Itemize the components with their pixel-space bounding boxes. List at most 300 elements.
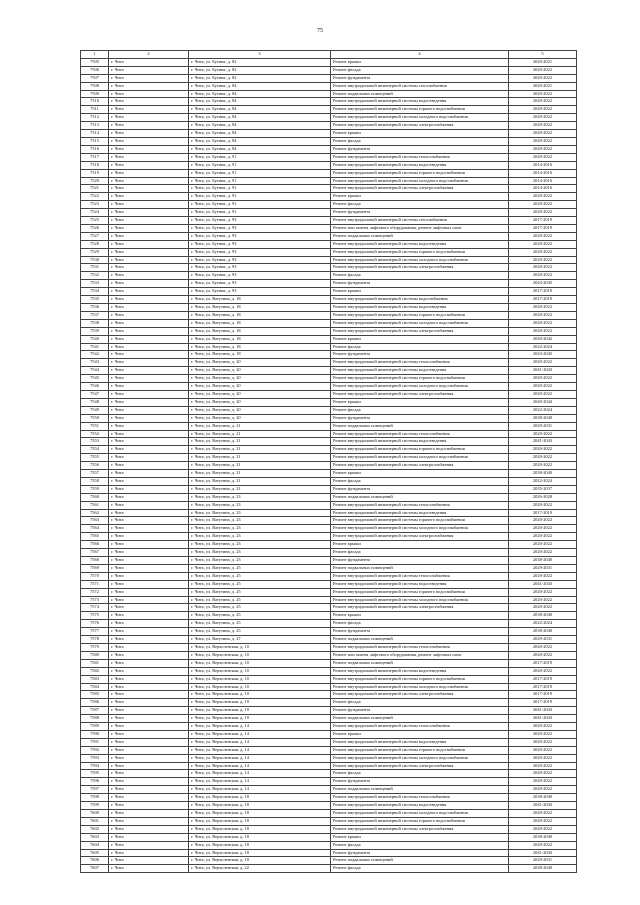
- work-type-cell: Ремонт внутридомовой инженерной системы холодного водоснабжения: [331, 177, 509, 185]
- address-cell: г. Чита, ул. Бутина, д. 93: [189, 272, 331, 280]
- period-cell: 2038-2040: [509, 470, 577, 478]
- row-number-cell: 7556: [81, 462, 109, 470]
- work-type-cell: Ремонт внутридомовой инженерной системы водоотведения: [331, 240, 509, 248]
- address-cell: г. Чита, ул. Ватутина, д. 18: [189, 335, 331, 343]
- work-type-cell: Ремонт фундамента: [331, 74, 509, 82]
- locality-cell: г. Чита: [109, 296, 189, 304]
- row-number-cell: 7540: [81, 335, 109, 343]
- period-cell: 2020-2022: [509, 533, 577, 541]
- locality-cell: г. Чита: [109, 675, 189, 683]
- locality-cell: г. Чита: [109, 477, 189, 485]
- locality-cell: г. Чита: [109, 485, 189, 493]
- period-cell: 2020-2022: [509, 738, 577, 746]
- row-number-cell: 7510: [81, 98, 109, 106]
- row-number-cell: 7557: [81, 470, 109, 478]
- work-type-cell: Ремонт внутридомовой инженерной системы водоотведения: [331, 580, 509, 588]
- header-cell: 2: [109, 51, 189, 59]
- locality-cell: г. Чита: [109, 304, 189, 312]
- period-cell: 2020-2022: [509, 596, 577, 604]
- work-type-cell: Ремонт внутридомовой инженерной системы горячего водоснабжения: [331, 446, 509, 454]
- address-cell: г. Чита, ул. Бутина, д. 84: [189, 106, 331, 114]
- table-row: [81, 422, 577, 430]
- table-row: [81, 549, 577, 557]
- period-cell: 2041-2043: [509, 367, 577, 375]
- address-cell: г. Чита, ул. Ватутина, д. 20: [189, 367, 331, 375]
- work-type-cell: Ремонт крыши: [331, 288, 509, 296]
- period-cell: 2035-2037: [509, 485, 577, 493]
- table-row: [81, 683, 577, 691]
- work-type-cell: Ремонт внутридомовой инженерной системы электроснабжения: [331, 390, 509, 398]
- work-type-cell: Ремонт внутридомовой инженерной системы электроснабжения: [331, 691, 509, 699]
- work-type-cell: Ремонт внутридомовой инженерной системы водоотведения: [331, 98, 509, 106]
- address-cell: г. Чита, ул. Верхоленская, д. 18: [189, 857, 331, 865]
- row-number-cell: 7553: [81, 438, 109, 446]
- table-row: [81, 169, 577, 177]
- period-cell: 2020-2022: [509, 153, 577, 161]
- work-type-cell: Ремонт внутридомовой инженерной системы водоотведения: [331, 161, 509, 169]
- row-number-cell: 7514: [81, 130, 109, 138]
- work-type-cell: Ремонт фасада: [331, 272, 509, 280]
- locality-cell: г. Чита: [109, 667, 189, 675]
- table-row: [81, 351, 577, 359]
- locality-cell: г. Чита: [109, 351, 189, 359]
- work-type-cell: Ремонт фундамента: [331, 280, 509, 288]
- table-row: [81, 517, 577, 525]
- table-row: [81, 746, 577, 754]
- locality-cell: г. Чита: [109, 398, 189, 406]
- table-row: [81, 438, 577, 446]
- row-number-cell: 7531: [81, 264, 109, 272]
- locality-cell: г. Чита: [109, 319, 189, 327]
- address-cell: г. Чита, ул. Бутина, д. 91: [189, 193, 331, 201]
- row-number-cell: 7533: [81, 280, 109, 288]
- table-row: [81, 564, 577, 572]
- table-row: [81, 58, 577, 66]
- period-cell: 2020-2022: [509, 462, 577, 470]
- locality-cell: г. Чита: [109, 707, 189, 715]
- period-cell: 2022-2024: [509, 477, 577, 485]
- period-cell: 2020-2022: [509, 746, 577, 754]
- locality-cell: г. Чита: [109, 470, 189, 478]
- period-cell: 2014-2016: [509, 177, 577, 185]
- row-number-cell: 7572: [81, 588, 109, 596]
- table-row: [81, 90, 577, 98]
- period-cell: 2043-2045: [509, 351, 577, 359]
- work-type-cell: Ремонт внутридомовой инженерной системы горячего водоснабжения: [331, 311, 509, 319]
- row-number-cell: 7599: [81, 802, 109, 810]
- row-number-cell: 7511: [81, 106, 109, 114]
- row-number-cell: 7543: [81, 359, 109, 367]
- period-cell: 2020-2022: [509, 817, 577, 825]
- address-cell: г. Чита, ул. Верхоленская, д. 14: [189, 770, 331, 778]
- locality-cell: г. Чита: [109, 406, 189, 414]
- table-row: [81, 715, 577, 723]
- row-number-cell: 7580: [81, 651, 109, 659]
- work-type-cell: Ремонт внутридомовой инженерной системы теплоснабжения: [331, 430, 509, 438]
- locality-cell: г. Чита: [109, 185, 189, 193]
- period-cell: 2020-2022: [509, 549, 577, 557]
- row-number-cell: 7579: [81, 643, 109, 651]
- period-cell: 2029-2031: [509, 422, 577, 430]
- table-row: [81, 462, 577, 470]
- work-type-cell: Ремонт внутридомовой инженерной системы водоотведения: [331, 367, 509, 375]
- work-type-cell: Ремонт внутридомовой инженерной системы водоснабжения: [331, 296, 509, 304]
- address-cell: г. Чита, ул. Бутина, д. 82: [189, 74, 331, 82]
- row-number-cell: 7606: [81, 857, 109, 865]
- table-row: [81, 762, 577, 770]
- period-cell: 2017-2019: [509, 509, 577, 517]
- locality-cell: г. Чита: [109, 525, 189, 533]
- address-cell: г. Чита, ул. Бутина, д. 91: [189, 161, 331, 169]
- address-cell: г. Чита, ул. Верхоленская, д. 10: [189, 651, 331, 659]
- work-type-cell: Ремонт фундамента: [331, 557, 509, 565]
- period-cell: 2038-2040: [509, 794, 577, 802]
- table-row: [81, 145, 577, 153]
- address-cell: г. Чита, ул. Верхоленская, д. 14: [189, 754, 331, 762]
- work-type-cell: Ремонт крыши: [331, 335, 509, 343]
- period-cell: 2020-2022: [509, 651, 577, 659]
- period-cell: 2014-2016: [509, 169, 577, 177]
- address-cell: г. Чита, ул. Бутина, д. 84: [189, 145, 331, 153]
- address-cell: г. Чита, ул. Ватутина, д. 23: [189, 525, 331, 533]
- work-type-cell: Ремонт фундамента: [331, 351, 509, 359]
- locality-cell: г. Чита: [109, 572, 189, 580]
- address-cell: г. Чита, ул. Верхоленская, д. 14: [189, 730, 331, 738]
- table-row: [81, 296, 577, 304]
- row-number-cell: 7555: [81, 454, 109, 462]
- table-row: [81, 280, 577, 288]
- work-type-cell: Ремонт фундамента: [331, 414, 509, 422]
- locality-cell: г. Чита: [109, 201, 189, 209]
- address-cell: г. Чита, ул. Верхоленская, д. 14: [189, 723, 331, 731]
- locality-cell: г. Чита: [109, 438, 189, 446]
- period-cell: 2020-2022: [509, 643, 577, 651]
- work-type-cell: Ремонт фундамента: [331, 778, 509, 786]
- table-row: [81, 817, 577, 825]
- row-number-cell: 7535: [81, 296, 109, 304]
- period-cell: 2020-2022: [509, 841, 577, 849]
- address-cell: г. Чита, ул. Бутина, д. 93: [189, 232, 331, 240]
- table-row: [81, 304, 577, 312]
- row-number-cell: 7571: [81, 580, 109, 588]
- period-cell: 2020-2022: [509, 272, 577, 280]
- row-number-cell: 7590: [81, 730, 109, 738]
- period-cell: 2020-2022: [509, 525, 577, 533]
- locality-cell: г. Чита: [109, 620, 189, 628]
- work-type-cell: Ремонт подвальных помещений: [331, 857, 509, 865]
- table-row: [81, 272, 577, 280]
- work-type-cell: Ремонт внутридомовой инженерной системы горячего водоснабжения: [331, 375, 509, 383]
- work-type-cell: Ремонт подвальных помещений: [331, 90, 509, 98]
- work-type-cell: Ремонт внутридомовой инженерной системы горячего водоснабжения: [331, 106, 509, 114]
- address-cell: г. Чита, ул. Ватутина, д. 20: [189, 390, 331, 398]
- work-type-cell: Ремонт внутридомовой инженерной системы горячего водоснабжения: [331, 746, 509, 754]
- row-number-cell: 7596: [81, 778, 109, 786]
- row-number-cell: 7530: [81, 256, 109, 264]
- address-cell: г. Чита, ул. Верхоленская, д. 18: [189, 794, 331, 802]
- table-row: [81, 738, 577, 746]
- table-row: [81, 193, 577, 201]
- period-cell: 2020-2022: [509, 304, 577, 312]
- row-number-cell: 7509: [81, 90, 109, 98]
- table-row: [81, 675, 577, 683]
- table-row: [81, 319, 577, 327]
- row-number-cell: 7505: [81, 58, 109, 66]
- table-row: [81, 825, 577, 833]
- locality-cell: г. Чита: [109, 509, 189, 517]
- row-number-cell: 7561: [81, 501, 109, 509]
- locality-cell: г. Чита: [109, 810, 189, 818]
- period-cell: 2017-2019: [509, 675, 577, 683]
- locality-cell: г. Чита: [109, 659, 189, 667]
- table-row: [81, 865, 577, 873]
- address-cell: г. Чита, ул. Ватутина, д. 27: [189, 636, 331, 644]
- period-cell: 2041-2043: [509, 715, 577, 723]
- work-type-cell: Ремонт внутридомовой инженерной системы водоотведения: [331, 738, 509, 746]
- table-row: [81, 66, 577, 74]
- row-number-cell: 7575: [81, 612, 109, 620]
- locality-cell: г. Чита: [109, 327, 189, 335]
- locality-cell: г. Чита: [109, 865, 189, 873]
- table-row: [81, 240, 577, 248]
- row-number-cell: 7527: [81, 232, 109, 240]
- work-type-cell: Ремонт внутридомовой инженерной системы электроснабжения: [331, 122, 509, 130]
- locality-cell: г. Чита: [109, 288, 189, 296]
- table-row: [81, 730, 577, 738]
- table-row: [81, 122, 577, 130]
- work-type-cell: Ремонт подвальных помещений: [331, 564, 509, 572]
- table-row: [81, 477, 577, 485]
- row-number-cell: 7560: [81, 493, 109, 501]
- locality-cell: г. Чита: [109, 643, 189, 651]
- table-row: [81, 335, 577, 343]
- row-number-cell: 7604: [81, 841, 109, 849]
- row-number-cell: 7516: [81, 145, 109, 153]
- work-type-cell: Ремонт внутридомовой инженерной системы водоотведения: [331, 667, 509, 675]
- address-cell: г. Чита, ул. Ватутина, д. 25: [189, 588, 331, 596]
- table-row: [81, 636, 577, 644]
- locality-cell: г. Чита: [109, 754, 189, 762]
- row-number-cell: 7582: [81, 667, 109, 675]
- address-cell: г. Чита, ул. Верхоленская, д. 18: [189, 849, 331, 857]
- period-cell: 2020-2022: [509, 454, 577, 462]
- row-number-cell: 7559: [81, 485, 109, 493]
- work-type-cell: Ремонт фасада: [331, 66, 509, 74]
- table-row: [81, 161, 577, 169]
- row-number-cell: 7563: [81, 517, 109, 525]
- work-type-cell: Ремонт внутридомовой инженерной системы горячего водоснабжения: [331, 588, 509, 596]
- work-type-cell: Ремонт внутридомовой инженерной системы электроснабжения: [331, 604, 509, 612]
- locality-cell: г. Чита: [109, 636, 189, 644]
- row-number-cell: 7513: [81, 122, 109, 130]
- row-number-cell: 7581: [81, 659, 109, 667]
- work-type-cell: Ремонт внутридомовой инженерной системы холодного водоснабжения: [331, 383, 509, 391]
- table-row: [81, 841, 577, 849]
- row-number-cell: 7519: [81, 169, 109, 177]
- period-cell: 2020-2022: [509, 137, 577, 145]
- work-type-cell: Ремонт внутридомовой инженерной системы горячего водоснабжения: [331, 817, 509, 825]
- row-number-cell: 7552: [81, 430, 109, 438]
- row-number-cell: 7568: [81, 557, 109, 565]
- locality-cell: г. Чита: [109, 272, 189, 280]
- locality-cell: г. Чита: [109, 82, 189, 90]
- work-type-cell: Ремонт внутридомовой инженерной системы горячего водоснабжения: [331, 248, 509, 256]
- row-number-cell: 7589: [81, 723, 109, 731]
- work-type-cell: Ремонт или замена лифтового оборудования, ремонт лифтовых шахт: [331, 651, 509, 659]
- table-row: [81, 311, 577, 319]
- work-type-cell: Ремонт фасада: [331, 770, 509, 778]
- locality-cell: г. Чита: [109, 232, 189, 240]
- row-number-cell: 7588: [81, 715, 109, 723]
- address-cell: г. Чита, ул. Ватутина, д. 25: [189, 612, 331, 620]
- address-cell: г. Чита, ул. Бутина, д. 93: [189, 280, 331, 288]
- locality-cell: г. Чита: [109, 58, 189, 66]
- locality-cell: г. Чита: [109, 169, 189, 177]
- table-row: [81, 375, 577, 383]
- period-cell: 2020-2022: [509, 770, 577, 778]
- work-type-cell: Ремонт внутридомовой инженерной системы теплоснабжения: [331, 359, 509, 367]
- table-row: [81, 525, 577, 533]
- address-cell: г. Чита, ул. Ватутина, д. 20: [189, 375, 331, 383]
- address-cell: г. Чита, ул. Бутина, д. 93: [189, 248, 331, 256]
- locality-cell: г. Чита: [109, 557, 189, 565]
- header-cell: 4: [331, 51, 509, 59]
- locality-cell: г. Чита: [109, 651, 189, 659]
- period-cell: 2038-2040: [509, 414, 577, 422]
- table-row: [81, 217, 577, 225]
- work-type-cell: Ремонт фасада: [331, 201, 509, 209]
- period-cell: 2020-2022: [509, 723, 577, 731]
- period-cell: 2020-2022: [509, 383, 577, 391]
- work-type-cell: Ремонт фасада: [331, 620, 509, 628]
- work-type-cell: Ремонт крыши: [331, 612, 509, 620]
- period-cell: 2020-2022: [509, 327, 577, 335]
- work-type-cell: Ремонт внутридомовой инженерной системы теплоснабжения: [331, 643, 509, 651]
- period-cell: 2020-2022: [509, 145, 577, 153]
- address-cell: г. Чита, ул. Бутина, д. 84: [189, 114, 331, 122]
- period-cell: 2020-2022: [509, 390, 577, 398]
- work-type-cell: Ремонт подвальных помещений: [331, 715, 509, 723]
- locality-cell: г. Чита: [109, 730, 189, 738]
- address-cell: г. Чита, ул. Бутина, д. 93: [189, 224, 331, 232]
- address-cell: г. Чита, ул. Ватутина, д. 18: [189, 311, 331, 319]
- period-cell: 2043-2045: [509, 280, 577, 288]
- work-type-cell: Ремонт внутридомовой инженерной системы холодного водоснабжения: [331, 319, 509, 327]
- period-cell: 2029-2031: [509, 857, 577, 865]
- period-cell: 2020-2022: [509, 762, 577, 770]
- address-cell: г. Чита, ул. Ватутина, д. 20: [189, 406, 331, 414]
- locality-cell: г. Чита: [109, 802, 189, 810]
- work-type-cell: Ремонт внутридомовой инженерной системы электроснабжения: [331, 264, 509, 272]
- period-cell: 2020-2022: [509, 604, 577, 612]
- row-number-cell: 7591: [81, 738, 109, 746]
- work-type-cell: Ремонт крыши: [331, 130, 509, 138]
- period-cell: 2020-2022: [509, 541, 577, 549]
- row-number-cell: 7607: [81, 865, 109, 873]
- row-number-cell: 7562: [81, 509, 109, 517]
- work-type-cell: Ремонт внутридомовой инженерной системы электроснабжения: [331, 185, 509, 193]
- table-row: [81, 470, 577, 478]
- period-cell: 2038-2040: [509, 612, 577, 620]
- period-cell: 2038-2040: [509, 628, 577, 636]
- period-cell: 2020-2022: [509, 754, 577, 762]
- locality-cell: г. Чита: [109, 849, 189, 857]
- locality-cell: г. Чита: [109, 612, 189, 620]
- table-row: [81, 224, 577, 232]
- table-row: [81, 82, 577, 90]
- address-cell: г. Чита, ул. Бутина, д. 91: [189, 153, 331, 161]
- locality-cell: г. Чита: [109, 375, 189, 383]
- address-cell: г. Чита, ул. Ватутина, д. 20: [189, 383, 331, 391]
- row-number-cell: 7537: [81, 311, 109, 319]
- work-type-cell: Ремонт подвальных помещений: [331, 659, 509, 667]
- table-row: [81, 406, 577, 414]
- work-type-cell: Ремонт внутридомовой инженерной системы теплоснабжения: [331, 572, 509, 580]
- row-number-cell: 7547: [81, 390, 109, 398]
- work-type-cell: Ремонт фасада: [331, 865, 509, 873]
- table-row: [81, 699, 577, 707]
- table-row: [81, 209, 577, 217]
- period-cell: 2026-2028: [509, 493, 577, 501]
- locality-cell: г. Чита: [109, 794, 189, 802]
- address-cell: г. Чита, ул. Ватутина, д. 21: [189, 485, 331, 493]
- table-row: [81, 778, 577, 786]
- header-cell: 5: [509, 51, 577, 59]
- address-cell: г. Чита, ул. Верхоленская, д. 22: [189, 865, 331, 873]
- address-cell: г. Чита, ул. Ватутина, д. 23: [189, 533, 331, 541]
- row-number-cell: 7507: [81, 74, 109, 82]
- row-number-cell: 7600: [81, 810, 109, 818]
- address-cell: г. Чита, ул. Верхоленская, д. 18: [189, 810, 331, 818]
- table-row: [81, 177, 577, 185]
- row-number-cell: 7554: [81, 446, 109, 454]
- row-number-cell: 7529: [81, 248, 109, 256]
- address-cell: г. Чита, ул. Бутина, д. 91: [189, 185, 331, 193]
- work-type-cell: Ремонт внутридомовой инженерной системы водоотведения: [331, 509, 509, 517]
- work-type-cell: Ремонт крыши: [331, 193, 509, 201]
- locality-cell: г. Чита: [109, 628, 189, 636]
- table-row: [81, 533, 577, 541]
- work-type-cell: Ремонт подвальных помещений: [331, 493, 509, 501]
- work-type-cell: Ремонт крыши: [331, 541, 509, 549]
- row-number-cell: 7515: [81, 137, 109, 145]
- work-type-cell: Ремонт внутридомовой инженерной системы электроснабжения: [331, 533, 509, 541]
- locality-cell: г. Чита: [109, 762, 189, 770]
- row-number-cell: 7583: [81, 675, 109, 683]
- work-type-cell: Ремонт фасада: [331, 549, 509, 557]
- work-type-cell: Ремонт внутридомовой инженерной системы водоотведения: [331, 438, 509, 446]
- address-cell: г. Чита, ул. Бутина, д. 82: [189, 58, 331, 66]
- locality-cell: г. Чита: [109, 256, 189, 264]
- work-type-cell: Ремонт фундамента: [331, 707, 509, 715]
- work-type-cell: Ремонт фундамента: [331, 628, 509, 636]
- row-number-cell: 7577: [81, 628, 109, 636]
- work-type-cell: Ремонт внутридомовой инженерной системы теплоснабжения: [331, 723, 509, 731]
- row-number-cell: 7605: [81, 849, 109, 857]
- period-cell: 2020-2022: [509, 201, 577, 209]
- address-cell: г. Чита, ул. Ватутина, д. 23: [189, 549, 331, 557]
- table-row: [81, 802, 577, 810]
- address-cell: г. Чита, ул. Ватутина, д. 21: [189, 422, 331, 430]
- row-number-cell: 7523: [81, 201, 109, 209]
- address-cell: г. Чита, ул. Ватутина, д. 25: [189, 620, 331, 628]
- address-cell: г. Чита, ул. Бутина, д. 84: [189, 90, 331, 98]
- locality-cell: г. Чита: [109, 691, 189, 699]
- page-number: 75: [317, 28, 323, 34]
- work-type-cell: Ремонт фасада: [331, 699, 509, 707]
- address-cell: г. Чита, ул. Ватутина, д. 23: [189, 509, 331, 517]
- table-row: [81, 857, 577, 865]
